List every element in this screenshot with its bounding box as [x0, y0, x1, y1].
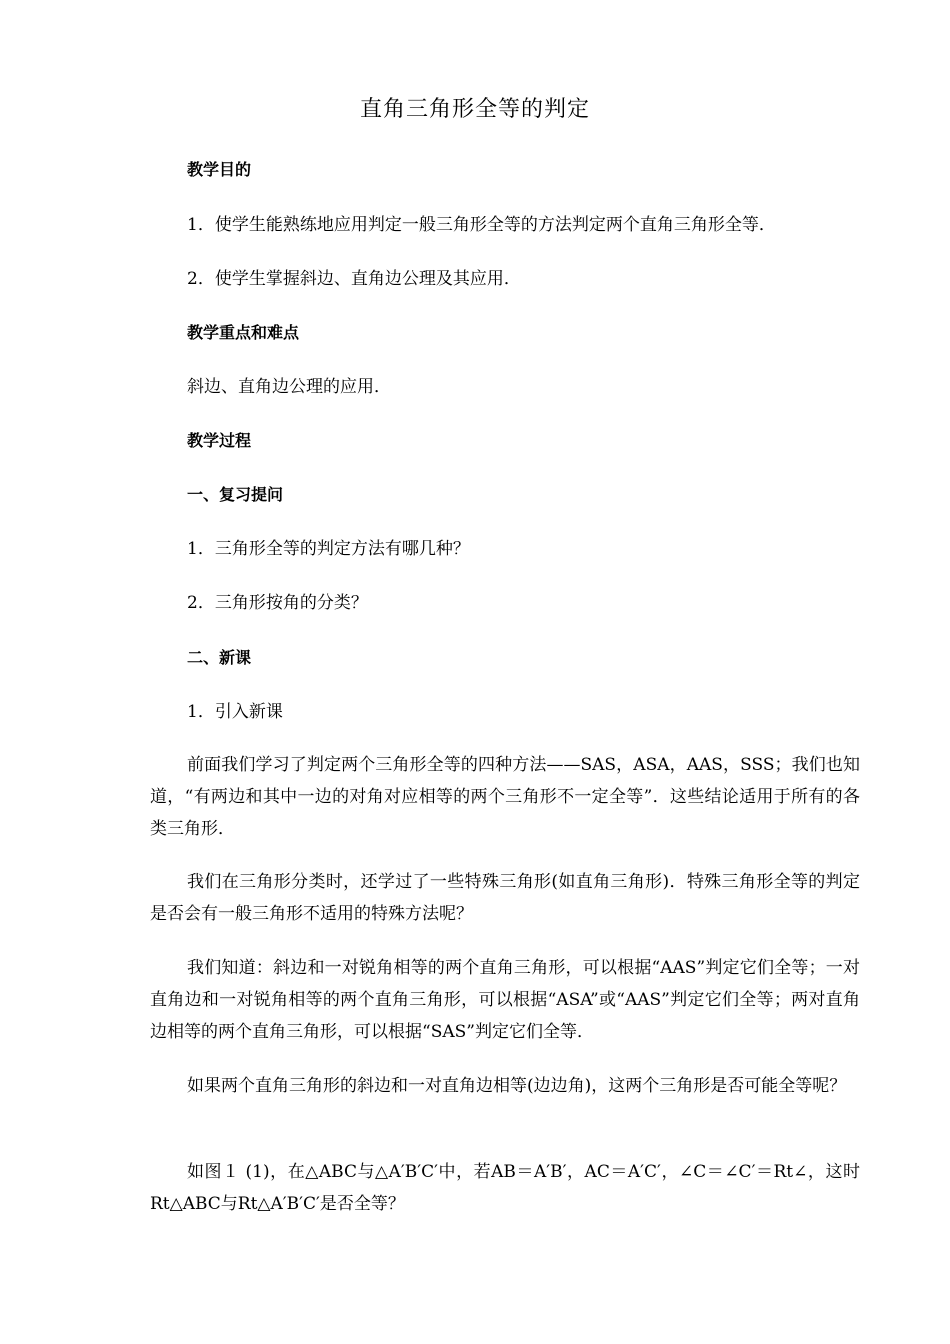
document-title: 直角三角形全等的判定: [359, 97, 590, 122]
focus-heading: 教学重点和难点: [187, 323, 300, 342]
review-heading: 一、复习提问: [187, 485, 284, 504]
objective-2: 2．使学生掌握斜边、直角边公理及其应用．: [187, 269, 521, 289]
paragraph-2: 我们在三角形分类时，还学过了一些特殊三角形(如直角三角形)．特殊三角形全等的判定是否会有一般三角形不适用的特殊方法呢？: [150, 872, 860, 924]
review-question-1: 1．三角形全等的判定方法有哪几种？: [187, 539, 470, 559]
focus-text: 斜边、直角边公理的应用．: [187, 377, 391, 397]
paragraph-4: 如果两个直角三角形的斜边和一对直角边相等(边边角)，这两个三角形是否可能全等呢？: [187, 1076, 847, 1096]
new-lesson-heading: 二、新课: [187, 648, 252, 667]
objective-1: 1．使学生能熟练地应用判定一般三角形全等的方法判定两个直角三角形全等．: [187, 215, 776, 235]
objectives-heading: 教学目的: [187, 160, 252, 179]
review-question-2: 2．三角形按角的分类？: [187, 593, 368, 613]
paragraph-1: 前面我们学习了判定两个三角形全等的四种方法——SAS，ASA，AAS，SSS；我们也知道，“有两边和其中一边的对角对应相等的两个三角形不一定全等”．这些结论适用于所有的各类三角形．: [150, 755, 860, 839]
process-heading: 教学过程: [187, 431, 252, 450]
paragraph-3: 我们知道：斜边和一对锐角相等的两个直角三角形，可以根据“AAS”判定它们全等；一对直角边和一对锐角相等的两个直角三角形，可以根据“ASA”或“AAS”判定它们全等；两对直角边相等的两个直角三角形，可以根据“SAS”判定它们全等．: [150, 958, 860, 1042]
intro-item: 1．引入新课: [187, 702, 283, 722]
paragraph-5: 如图１ (1)，在△ABC与△A′B′C′中，若AB＝A′B′，AC＝A′C′，∠C＝∠C′＝Rt∠，这时Rt△ABC与Rt△A′B′C′是否全等？: [150, 1162, 860, 1214]
